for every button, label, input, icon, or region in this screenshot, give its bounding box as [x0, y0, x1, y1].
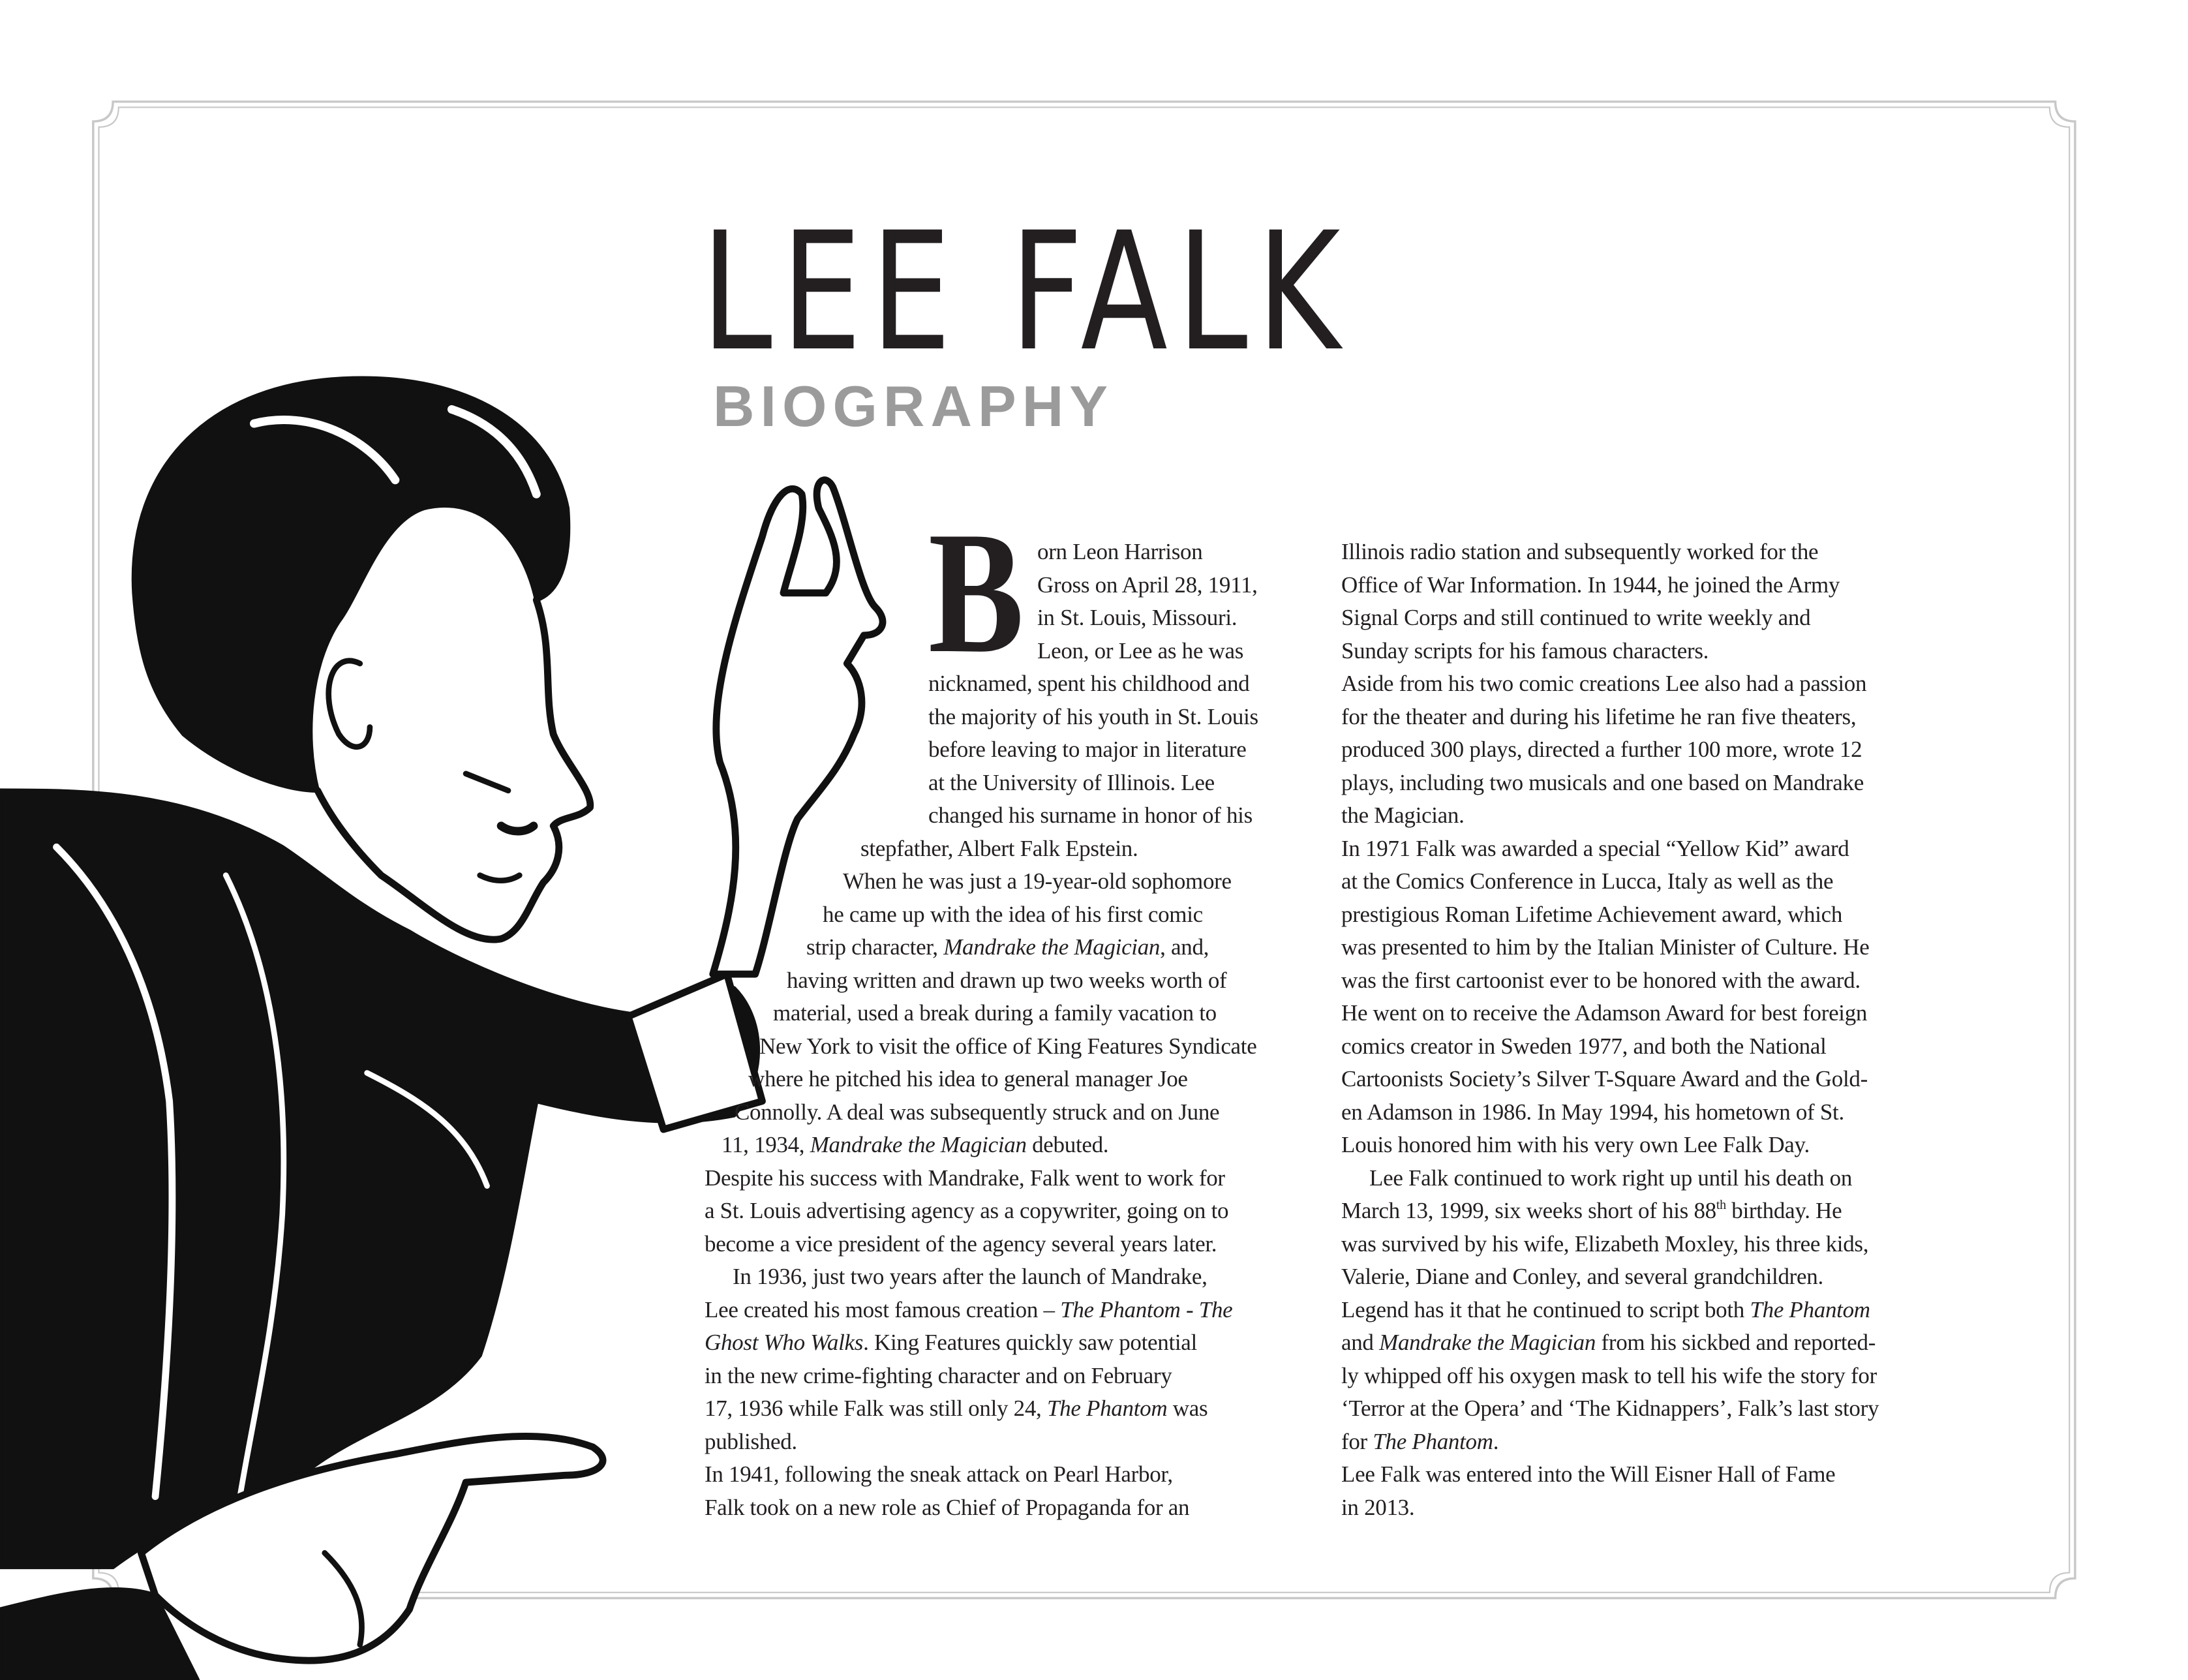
text-run: When he was just a 19-year-old sophomore: [843, 868, 1232, 894]
text-run: Cartoonists Society’s Silver T-Square Award and the Gold-: [1341, 1066, 1868, 1092]
text-line: [1341, 1392, 1879, 1425]
text-line: [1341, 1228, 1868, 1260]
text-run: Office of War Information. In 1944, he joined the Army: [1341, 572, 1840, 598]
italic-title: The Phantom: [1046, 1396, 1168, 1421]
text-run: for: [1341, 1428, 1373, 1454]
text-line: [1341, 667, 1866, 700]
text-run: Signal Corps and still continued to write weekly and: [1341, 605, 1811, 630]
text-run: birthday. He: [1725, 1198, 1842, 1223]
text-line: [735, 1096, 1219, 1129]
text-line: [705, 1326, 1197, 1359]
face: [318, 600, 590, 940]
text-run: In 1971 Falk was awarded a special “Yellow Kid” award: [1341, 835, 1849, 861]
text-run: Lee Falk was entered into the Will Eisner Hall of Fame: [1341, 1461, 1836, 1487]
text-line: [1341, 832, 1849, 865]
text-run: he came up with the idea of his first comic: [823, 901, 1203, 927]
jacket: [0, 791, 758, 1567]
text-line: [705, 1458, 1173, 1491]
text-line: [806, 931, 1209, 964]
text-run: produced 300 plays, directed a further 100 more, wrote 12: [1341, 737, 1862, 762]
text-line: [1341, 602, 1810, 634]
text-run: Legend has it that he continued to script both: [1341, 1296, 1750, 1322]
italic-title: The Phantom: [1750, 1296, 1870, 1322]
text-run: Lee Falk continued to work right up until his death on: [1369, 1165, 1853, 1191]
italic-title: Ghost Who Walks: [705, 1330, 864, 1355]
text-run: from his sickbed and reported-: [1596, 1330, 1876, 1355]
text-run: Aside from his two comic creations Lee also had a passion: [1341, 671, 1867, 696]
text-run: was survived by his wife, Elizabeth Moxley, his three kids,: [1341, 1230, 1869, 1257]
text-line: [705, 1162, 1225, 1195]
drop-cap: B: [928, 495, 1024, 689]
text-line: [1341, 1458, 1835, 1491]
text-line: [705, 1392, 1208, 1425]
text-line: [773, 997, 1217, 1030]
text-run: the Magician.: [1341, 802, 1465, 828]
text-run: Louis honored him with his very own Lee Falk Day.: [1341, 1132, 1810, 1157]
text-run: was: [1167, 1396, 1208, 1421]
text-run: in St. Louis, Missouri.: [1037, 605, 1238, 630]
text-run: a St. Louis advertising agency as a copywriter, going on to: [705, 1198, 1229, 1223]
italic-title: The Phantom - The: [1060, 1296, 1233, 1322]
text-line: [1341, 865, 1833, 898]
text-line: [705, 1228, 1217, 1260]
text-run: 17, 1936 while Falk was still only 24,: [705, 1396, 1047, 1421]
text-run: In 1941, following the sneak attack on Pearl Harbor,: [705, 1461, 1173, 1487]
text-run: Despite his success with Mandrake, Falk went to work for: [705, 1165, 1225, 1191]
text-line: [1341, 536, 1818, 568]
text-run: debuted.: [1026, 1132, 1109, 1157]
text-line: [928, 767, 1215, 799]
text-line: [1341, 1294, 1870, 1326]
text-run: Gross on April 28, 1911,: [1037, 572, 1258, 598]
text-run: at the Comics Conference in Lucca, Italy as well as the: [1341, 868, 1834, 894]
italic-title: Mandrake the Magician: [943, 934, 1161, 960]
text-line: [1341, 569, 1840, 602]
text-run: stepfather, Albert Falk Epstein.: [860, 835, 1138, 861]
text-run: 11, 1934,: [722, 1132, 810, 1157]
text-line: [860, 832, 1138, 865]
text-run: Lee created his most famous creation –: [705, 1296, 1061, 1322]
text-run: plays, including two musicals and one based on Mandrake: [1341, 769, 1864, 795]
text-line: [1341, 1326, 1876, 1359]
text-run: orn Leon Harrison: [1037, 539, 1203, 564]
text-line: [1341, 733, 1862, 766]
text-run: March 13, 1999, six weeks short of his 88: [1341, 1198, 1716, 1223]
text-run: Connolly. A deal was subsequently struck and on June: [735, 1099, 1220, 1125]
text-line: [928, 799, 1253, 832]
text-run: , and,: [1160, 934, 1209, 960]
text-line: [1341, 931, 1869, 964]
text-run: Sunday scripts for his famous characters.: [1341, 637, 1709, 664]
text-line: [928, 667, 1249, 700]
text-run: material, used a break during a family vacation to: [773, 1000, 1217, 1026]
text-run: at the University of Illinois. Lee: [928, 769, 1215, 795]
italic-title: Mandrake the Magician: [810, 1132, 1027, 1157]
text-line: [1037, 602, 1237, 634]
text-line: [1341, 1096, 1844, 1129]
text-line: [787, 964, 1226, 997]
text-line: [1341, 1260, 1823, 1293]
page-title: LEE FALK: [701, 197, 1350, 387]
text-run: nicknamed, spent his childhood and: [928, 671, 1250, 696]
italic-title: Mandrake the Magician: [1379, 1330, 1596, 1355]
superscript: th: [1716, 1198, 1726, 1212]
text-line: [705, 1491, 1189, 1524]
text-run: Leon, or Lee as he was: [1037, 637, 1244, 664]
text-run: changed his surname in honor of his: [928, 802, 1253, 828]
text-line: [843, 865, 1232, 898]
text-run: was presented to him by the Italian Minister of Culture. He: [1341, 934, 1870, 960]
text-run: having written and drawn up two weeks worth of: [787, 967, 1227, 993]
text-line: [705, 1426, 797, 1458]
text-run: become a vice president of the agency several years later.: [705, 1230, 1217, 1257]
text-line: [733, 1260, 1208, 1293]
text-run: comics creator in Sweden 1977, and both the National: [1341, 1033, 1827, 1059]
text-line: [1037, 635, 1243, 667]
text-line: [1341, 1129, 1810, 1161]
text-line: [1341, 898, 1842, 931]
text-line: [705, 1195, 1228, 1227]
text-line: [823, 898, 1203, 931]
text-run: in 2013.: [1341, 1494, 1415, 1520]
text-run: . King Features quickly saw potential: [863, 1330, 1197, 1355]
text-run: prestigious Roman Lifetime Achievement award, which: [1341, 901, 1843, 927]
text-run: published.: [705, 1428, 797, 1454]
text-line: [1341, 997, 1867, 1030]
text-line: [705, 1294, 1232, 1326]
text-line: [759, 1030, 1256, 1063]
text-line: [705, 1360, 1172, 1392]
text-line: [1341, 1426, 1498, 1458]
text-run: in the new crime-fighting character and on February: [705, 1362, 1172, 1388]
text-line: [1341, 1491, 1414, 1524]
text-line: [1369, 1162, 1852, 1195]
text-run: ly whipped off his oxygen mask to tell his wife the story for: [1341, 1362, 1877, 1388]
text-run: strip character,: [806, 934, 944, 960]
text-line: [928, 733, 1246, 766]
text-run: and: [1341, 1330, 1380, 1355]
text-line: [1341, 1360, 1877, 1392]
text-run: In 1936, just two years after the launch of Mandrake,: [733, 1264, 1208, 1289]
text-line: [1341, 799, 1465, 832]
text-line: [1037, 536, 1202, 568]
text-line: [748, 1063, 1188, 1095]
text-line: [1341, 635, 1709, 667]
page-subtitle: BIOGRAPHY: [713, 374, 1114, 438]
text-run: before leaving to major in literature: [928, 737, 1247, 762]
text-run: Valerie, Diane and Conley, and several grandchildren.: [1341, 1264, 1823, 1289]
text-run: ‘Terror at the Opera’ and ‘The Kidnappers’, Falk’s last story: [1341, 1396, 1879, 1421]
text-line: [1037, 569, 1258, 602]
text-run: Illinois radio station and subsequently worked for the: [1341, 539, 1819, 564]
text-run: was the first cartoonist ever to be honored with the award.: [1341, 967, 1861, 993]
text-run: Falk took on a new role as Chief of Propaganda for an: [705, 1494, 1190, 1520]
text-line: [1341, 1063, 1868, 1095]
text-run: for the theater and during his lifetime he ran five theaters,: [1341, 703, 1857, 729]
text-run: where he pitched his idea to general manager Joe: [748, 1066, 1188, 1092]
text-line: [1341, 964, 1861, 997]
text-run: the majority of his youth in St. Louis: [928, 703, 1258, 729]
text-run: .: [1493, 1428, 1499, 1454]
text-run: New York to visit the office of King Features Syndicate: [759, 1033, 1257, 1059]
text-line: [1341, 1195, 1842, 1227]
text-run: en Adamson in 1986. In May 1994, his hometown of St.: [1341, 1099, 1844, 1125]
text-line: [722, 1129, 1108, 1161]
text-line: [1341, 701, 1856, 733]
text-line: [1341, 1030, 1827, 1063]
text-line: [1341, 767, 1864, 799]
text-run: He went on to receive the Adamson Award for best foreign: [1341, 1000, 1868, 1026]
text-line: [928, 701, 1258, 733]
italic-title: The Phantom: [1373, 1428, 1493, 1454]
